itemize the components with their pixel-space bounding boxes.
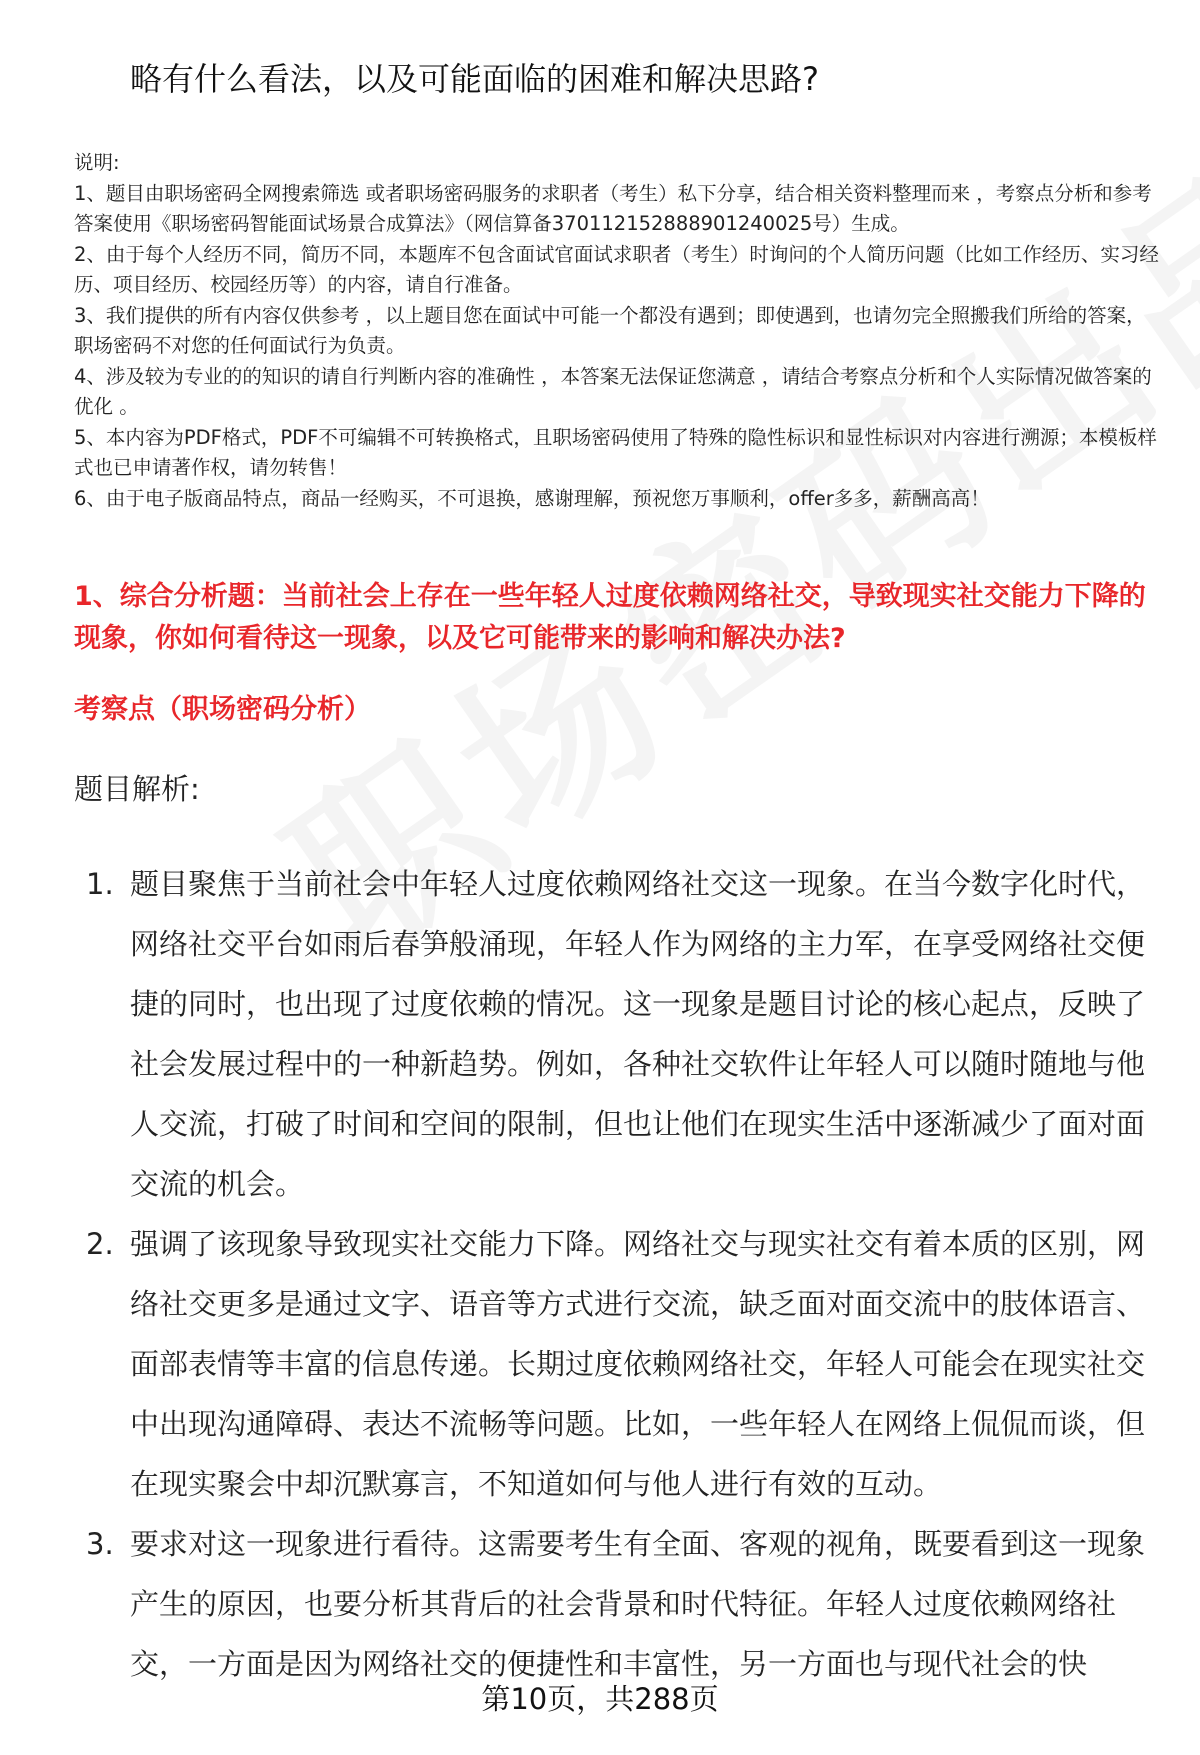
analysis-item-number: 2. <box>86 1227 114 1261</box>
page-footer: 第10页，共288页 <box>481 1682 719 1716</box>
notes-section <box>74 148 1159 514</box>
note-item: 3、我们提供的所有内容仅供参考 ，以上题目您在面试中可能一个都没有遇到；即使遇到，也请勿完全照搬我们所给的答案，职场密码不对您的任何面试行为负责。 <box>74 303 1146 357</box>
question-title: 1、综合分析题：当前社会上存在一些年轻人过度依赖网络社交，导致现实社交能力下降的现象，你如何看待这一现象，以及它可能带来的影响和解决办法? <box>74 581 1146 654</box>
notes-heading: 说明: <box>74 151 120 174</box>
analysis-item-text: 要求对这一现象进行看待。这需要考生有全面、客观的视角，既要看到这一现象产生的原因，也要分析其背后的社会背景和时代特征。年轻人过度依赖网络社交，一方面是因为网络社交的便捷性和丰富性，另一方面也与现代社会的快 <box>130 1527 1146 1681</box>
note-item: 4、涉及较为专业的的知识的请自行判断内容的准确性 ，本答案无法保证您满意 ，请结合考察点分析和个人实际情况做答案的优化 。 <box>74 364 1152 418</box>
note-item: 6、由于电子版商品特点，商品一经购买，不可退换，感谢理解，预祝您万事顺利，offer多多，薪酬高高！ <box>74 486 990 510</box>
analysis-item <box>74 854 1154 1214</box>
analysis-item-number: 1. <box>86 867 114 901</box>
analysis-item-text: 强调了该现象导致现实社交能力下降。网络社交与现实社交有着本质的区别，网络社交更多是通过文字、语音等方式进行交流，缺乏面对面交流中的肢体语言、面部表情等丰富的信息传递。长期过度依赖网络社交，年轻人可能会在现实社交中出现沟通障碍、表达不流畅等问题。比如，一些年轻人在网络上侃侃而谈，但在现实聚会中却沉默寡言，不知道如何与他人进行有效的互动。 <box>130 1227 1146 1501</box>
note-item: 5、本内容为PDF格式，PDF不可编辑不可转换格式，且职场密码使用了特殊的隐性标识和显性标识对内容进行溯源；本模板样式也已申请著作权，请勿转售！ <box>74 425 1157 479</box>
analysis-item <box>74 1214 1154 1514</box>
continued-question-title: 略有什么看法，以及可能面临的困难和解决思路? <box>130 60 819 98</box>
kaocha-heading: 考察点（职场密码分析） <box>74 694 371 725</box>
analysis-label: 题目解析: <box>74 772 200 806</box>
note-item: 2、由于每个人经历不同，简历不同，本题库不包含面试官面试求职者（考生）时询问的个人简历问题（比如工作经历、实习经历、项目经历、校园经历等）的内容，请自行准备。 <box>74 242 1159 296</box>
note-item: 1、题目由职场密码全网搜索筛选 或者职场密码服务的求职者（考生）私下分享，结合相关资料整理而来 ，考察点分析和参考答案使用《职场密码智能面试场景合成算法》（网信算备370112152888901240025号）生成。 <box>74 181 1152 235</box>
analysis-item <box>74 1514 1154 1694</box>
analysis-item-number: 3. <box>86 1527 114 1561</box>
analysis-list <box>74 854 1154 1694</box>
analysis-item-text: 题目聚焦于当前社会中年轻人过度依赖网络社交这一现象。在当今数字化时代，网络社交平台如雨后春笋般涌现，年轻人作为网络的主力军，在享受网络社交便捷的同时，也出现了过度依赖的情况。这一现象是题目讨论的核心起点，反映了社会发展过程中的一种新趋势。例如，各种社交软件让年轻人可以随时随地与他人交流，打破了时间和空间的限制，但也让他们在现实生活中逐渐减少了面对面交流的机会。 <box>130 867 1146 1201</box>
